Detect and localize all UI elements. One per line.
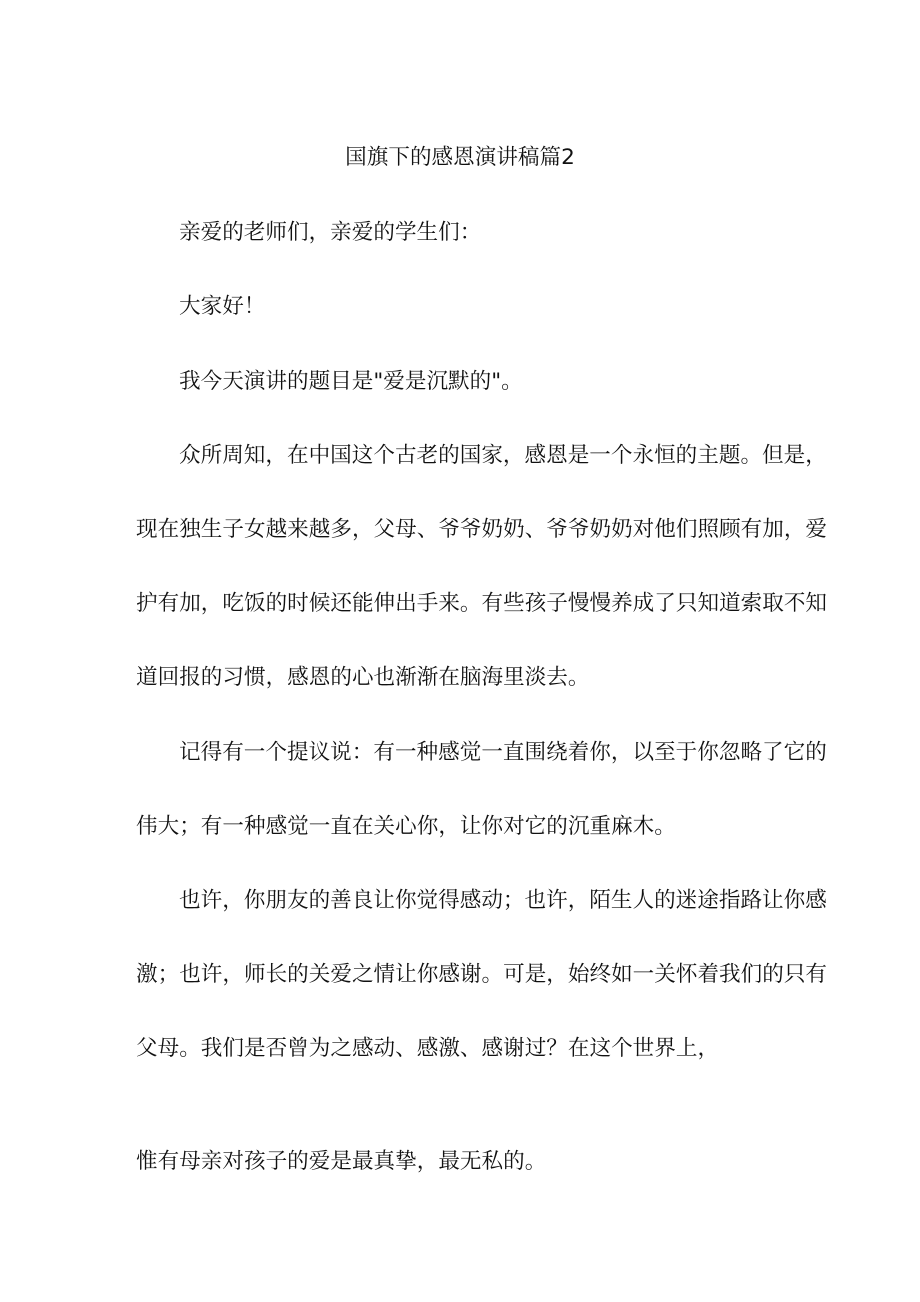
document-title: 国旗下的感恩演讲稿篇2: [345, 145, 575, 170]
paragraph-line: 护有加，吃饭的时候还能伸出手来。有些孩子慢慢养成了只知道索取不知: [136, 591, 828, 616]
paragraph-line: 惟有母亲对孩子的爱是最真挚，最无私的。: [136, 1149, 547, 1174]
paragraph-line: 亲爱的老师们，亲爱的学生们：: [179, 220, 482, 245]
paragraph-line: 大家好！: [179, 294, 266, 319]
paragraph-line: 众所周知，在中国这个古老的国家，感恩是一个永恒的主题。但是，: [179, 443, 827, 468]
paragraph-line: 也许，你朋友的善良让你觉得感动；也许，陌生人的迷途指路让你感: [179, 888, 827, 913]
paragraph-line: 道回报的习惯，感恩的心也渐渐在脑海里淡去。: [136, 665, 590, 690]
paragraph-line: 父母。我们是否曾为之感动、感激、感谢过？在这个世界上，: [136, 1036, 720, 1061]
paragraph-line: 记得有一个提议说：有一种感觉一直围绕着你，以至于你忽略了它的: [179, 740, 827, 765]
paragraph-line: 现在独生子女越来越多，父母、爷爷奶奶、爷爷奶奶对他们照顾有加，爱: [136, 517, 828, 542]
paragraph-line: 我今天演讲的题目是"爱是沉默的"。: [179, 369, 523, 394]
paragraph-line: 伟大；有一种感觉一直在关心你，让你对它的沉重麻木。: [136, 814, 676, 839]
paragraph-line: 激；也许，师长的关爱之情让你感谢。可是，始终如一关怀着我们的只有: [136, 962, 828, 987]
